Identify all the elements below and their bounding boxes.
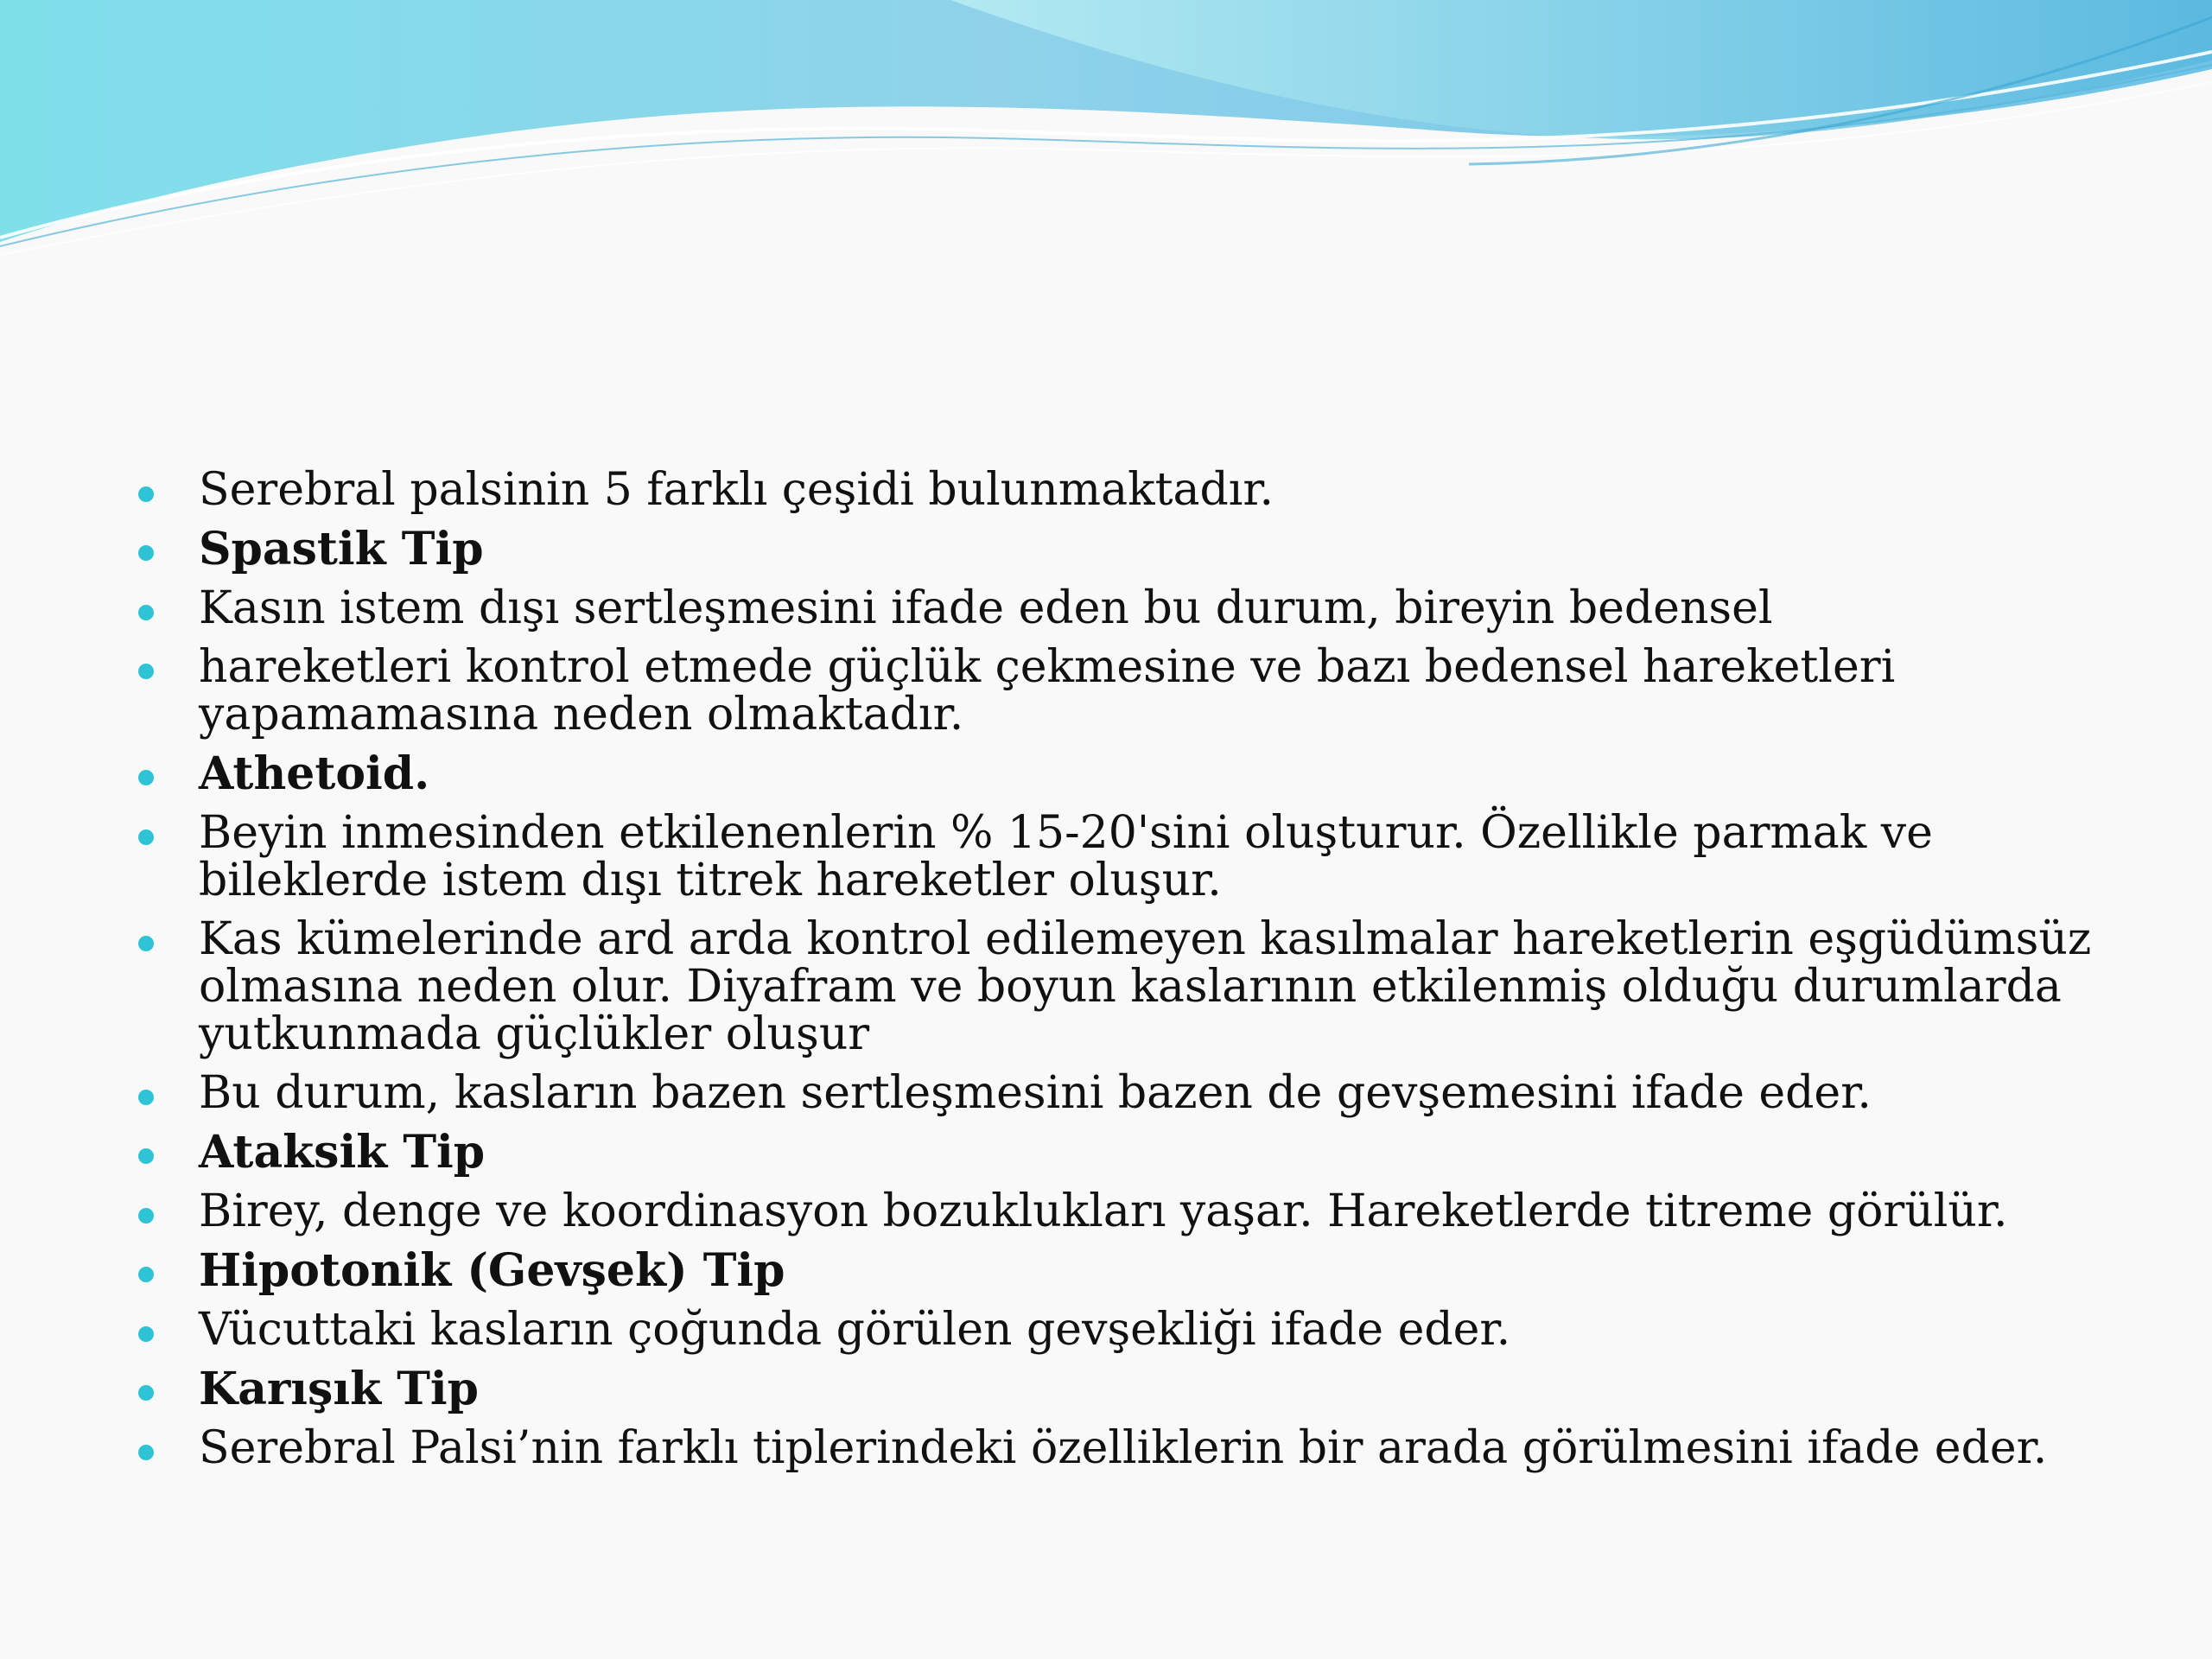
bullet-text: Spastik Tip (199, 523, 484, 575)
list-item (130, 641, 2100, 741)
list-item (130, 1244, 2100, 1297)
bullet-text: Karışık Tip (199, 1363, 480, 1415)
list-item (130, 1067, 2100, 1119)
bullet-dot-icon (138, 770, 154, 785)
list-item (130, 582, 2100, 634)
bullet-text: hareketleri kontrol etmede güçlük çekmesine ve bazı bedensel hareketleri yapamamasına neden olmaktadır. (199, 641, 1896, 741)
bullet-dot-icon (138, 1090, 154, 1105)
list-item (130, 525, 2100, 574)
bullet-text: Serebral palsinin 5 farklı çeşidi bulunmaktadır. (199, 464, 1274, 516)
list-item (130, 913, 2100, 1060)
bullet-dot-icon (138, 486, 154, 502)
bullet-list (130, 464, 2100, 1484)
list-item (130, 1306, 2100, 1354)
bullet-text: Serebral Palsi’nin farklı tiplerindeki özelliklerin bir arada görülmesini ifade eder. (199, 1422, 2048, 1474)
list-item (130, 464, 2100, 516)
bullet-dot-icon (138, 605, 154, 620)
header-wave-decoration (0, 0, 2212, 276)
bullet-text: Vücuttaki kasların çoğunda görülen gevşekliği ifade eder. (199, 1304, 1511, 1356)
bullet-dot-icon (138, 830, 154, 845)
bullet-dot-icon (138, 1267, 154, 1282)
bullet-text: Kasın istem dışı sertleşmesini ifade eden bu durum, bireyin bedensel (199, 582, 1773, 634)
bullet-dot-icon (138, 664, 154, 679)
list-item (130, 1185, 2100, 1237)
bullet-text: Kas kümelerinde ard arda kontrol edilemeyen kasılmalar hareketlerin eşgüdümsüz olmasına neden olur. Diyafram ve boyun kaslarının etkilenmiş olduğu durumlarda yutkunmada güçlükler oluşur (199, 913, 2092, 1060)
bullet-text: Athetoid. (199, 747, 430, 800)
list-item (130, 807, 2100, 906)
list-item (130, 1128, 2100, 1177)
bullet-text: Birey, denge ve koordinasyon bozuklukları yaşar. Hareketlerde titreme görülür. (199, 1185, 2008, 1237)
bullet-dot-icon (138, 1208, 154, 1224)
bullet-dot-icon (138, 1385, 154, 1401)
list-item (130, 1365, 2100, 1414)
bullet-text: Beyin inmesinden etkilenenlerin % 15-20'sini oluşturur. Özellikle parmak ve bileklerde istem dışı titrek hareketler oluşur. (199, 807, 1933, 906)
bullet-dot-icon (138, 1445, 154, 1460)
bullet-text: Bu durum, kasların bazen sertleşmesini bazen de gevşemesini ifade eder. (199, 1067, 1872, 1119)
bullet-text: Ataksik Tip (199, 1126, 486, 1179)
list-item (130, 747, 2100, 800)
bullet-dot-icon (138, 1148, 154, 1164)
bullet-text: Hipotonik (Gevşek) Tip (199, 1244, 785, 1297)
bullet-dot-icon (138, 936, 154, 951)
list-item (130, 1422, 2100, 1474)
bullet-dot-icon (138, 1326, 154, 1342)
bullet-dot-icon (138, 545, 154, 561)
